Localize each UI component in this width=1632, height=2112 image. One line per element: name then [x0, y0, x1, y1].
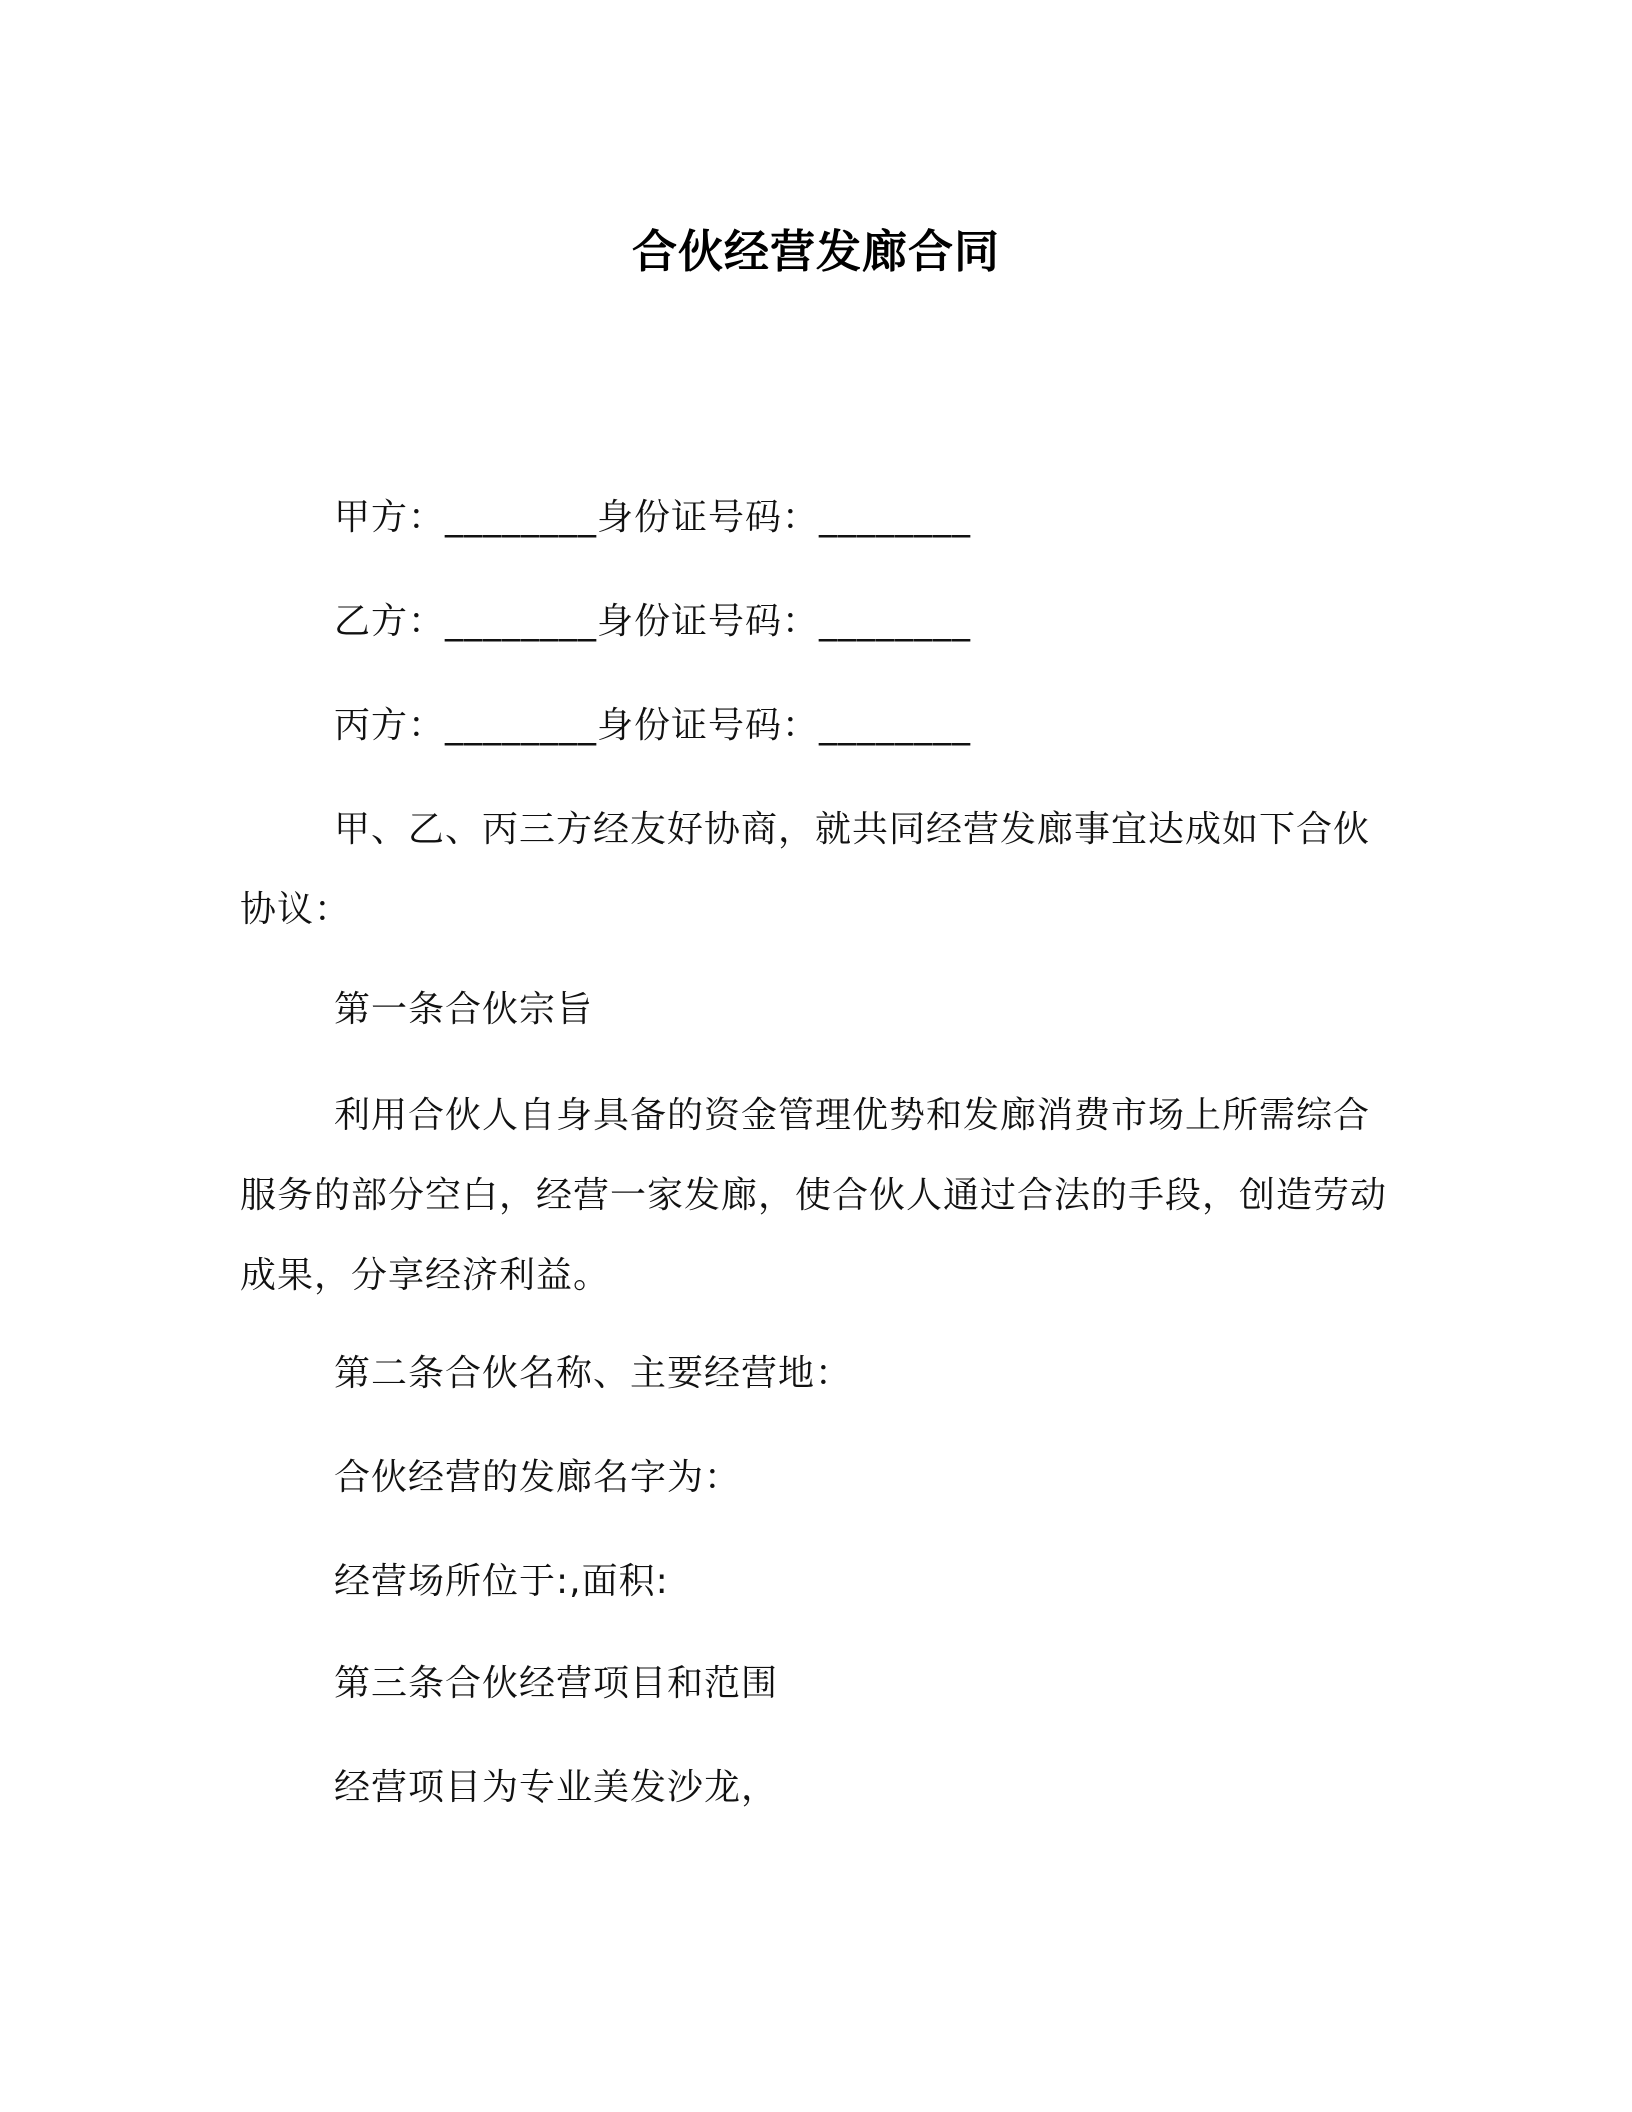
article-1-body: 利用合伙人自身具备的资金管理优势和发廊消费市场上所需综合服务的部分空白，经营一家发廊，使合伙人通过合法的手段，创造劳动成果，分享经济利益。	[240, 1095, 1388, 1296]
article-2-heading: 第二条合伙名称、主要经营地：	[334, 1353, 853, 1394]
intro-paragraph: 甲、乙、丙三方经友好协商，就共同经营发廊事宜达成如下合伙协议：	[240, 809, 1371, 930]
article-1-heading: 第一条合伙宗旨	[334, 989, 594, 1030]
article-2-name-line: 合伙经营的发廊名字为：	[334, 1457, 742, 1498]
article-3-body: 经营项目为专业美发沙龙，	[334, 1767, 779, 1808]
article-3-heading: 第三条合伙经营项目和范围	[334, 1663, 779, 1704]
party-a-line: 甲方：________身份证号码：________	[334, 497, 972, 538]
article-2-location-line: 经营场所位于:,面积:	[334, 1561, 669, 1602]
party-b-line: 乙方：________身份证号码：________	[334, 601, 972, 642]
page-title: 合伙经营发廊合同	[631, 225, 1000, 278]
party-c-line: 丙方：________身份证号码：________	[334, 705, 972, 746]
